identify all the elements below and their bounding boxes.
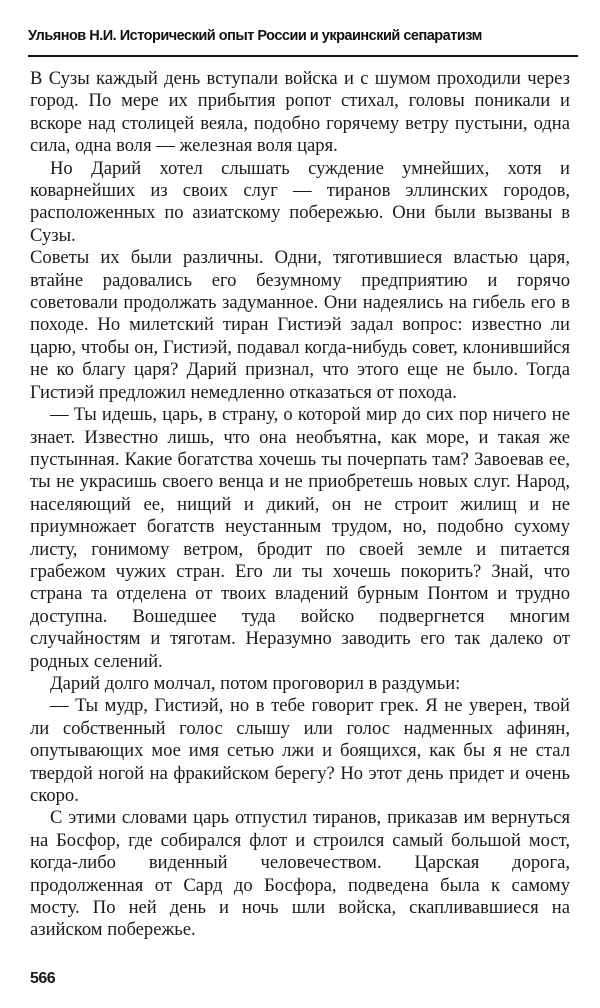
running-header: Ульянов Н.И. Исторический опыт России и украинский сепаратизм bbox=[28, 28, 482, 44]
paragraph: — Ты идешь, царь, в страну, о которой мир до сих пор ничего не знает. Известно лишь, что она необъятна, как море, и такая же пустынная. Какие богатства хочешь ты почерпать там? Завоевав ее, ты не украсишь своего венца и не приобретешь новых слуг. Народ, населяющий ее, нищий и дикий, он не строит жилищ и не приумножает богатств неустанным трудом, но, подобно сухому листу, гонимому ветром, бродит по своей земле и питается грабежом чужих стран. Его ли ты хочешь покорить? Знай, что страна та отделена от твоих владений бурным Понтом и трудно доступна. Вошедшее туда войско подвергнется многим случайностям и тяготам. Неразумно заводить его так далеко от родных селений. bbox=[30, 404, 570, 672]
paragraph: Но Дарий хотел слышать суждение умнейших, хотя и коварнейших из своих слуг — тиранов эллинских городов, расположенных по азиатскому побережью. Они были вызваны в Сузы. bbox=[30, 157, 570, 246]
body-text bbox=[30, 68, 570, 942]
page-number: 566 bbox=[30, 970, 56, 987]
header-divider bbox=[28, 55, 578, 57]
paragraph: Дарий долго молчал, потом проговорил в раздумьи: bbox=[50, 672, 461, 694]
paragraph: В Сузы каждый день вступали войска и с шумом проходили через город. По мере их прибытия ропот стихал, головы поникали и вскоре над столицей веяла, подобно горячему ветру пустыни, одна сила, одна воля — железная воля царя. bbox=[30, 68, 570, 157]
paragraph: Советы их были различны. Одни, тяготившиеся властью царя, втайне радовались его безумному предприятию и горячо советовали продолжать задуманное. Они надеялись на гибель его в походе. Но милетский тиран Гистиэй задал вопрос: известно ли царю, чтобы он, Гистиэй, подавал когда-нибудь совет, клонившийся не ко благу царя? Дарий признал, что этого еще не было. Тогда Гистиэй предложил немедленно отказаться от похода. bbox=[30, 247, 570, 403]
paragraph: С этими словами царь отпустил тиранов, приказав им вернуться на Босфор, где собирался флот и строился самый большой мост, когда-либо виденный человечеством. Царская дорога, продолженная от Сард до Босфора, подведена была к самому мосту. По ней день и ночь шли войска, скапливавшиеся на азийском побережье. bbox=[30, 807, 570, 941]
paragraph: — Ты мудр, Гистиэй, но в тебе говорит грек. Я не уверен, твой ли собственный голос слышу или голос надменных афинян, опутывающих мое имя сетью лжи и боящихся, как бы я не стал твердой ногой на фракийском берегу? Но этот день придет и очень скоро. bbox=[30, 695, 570, 806]
